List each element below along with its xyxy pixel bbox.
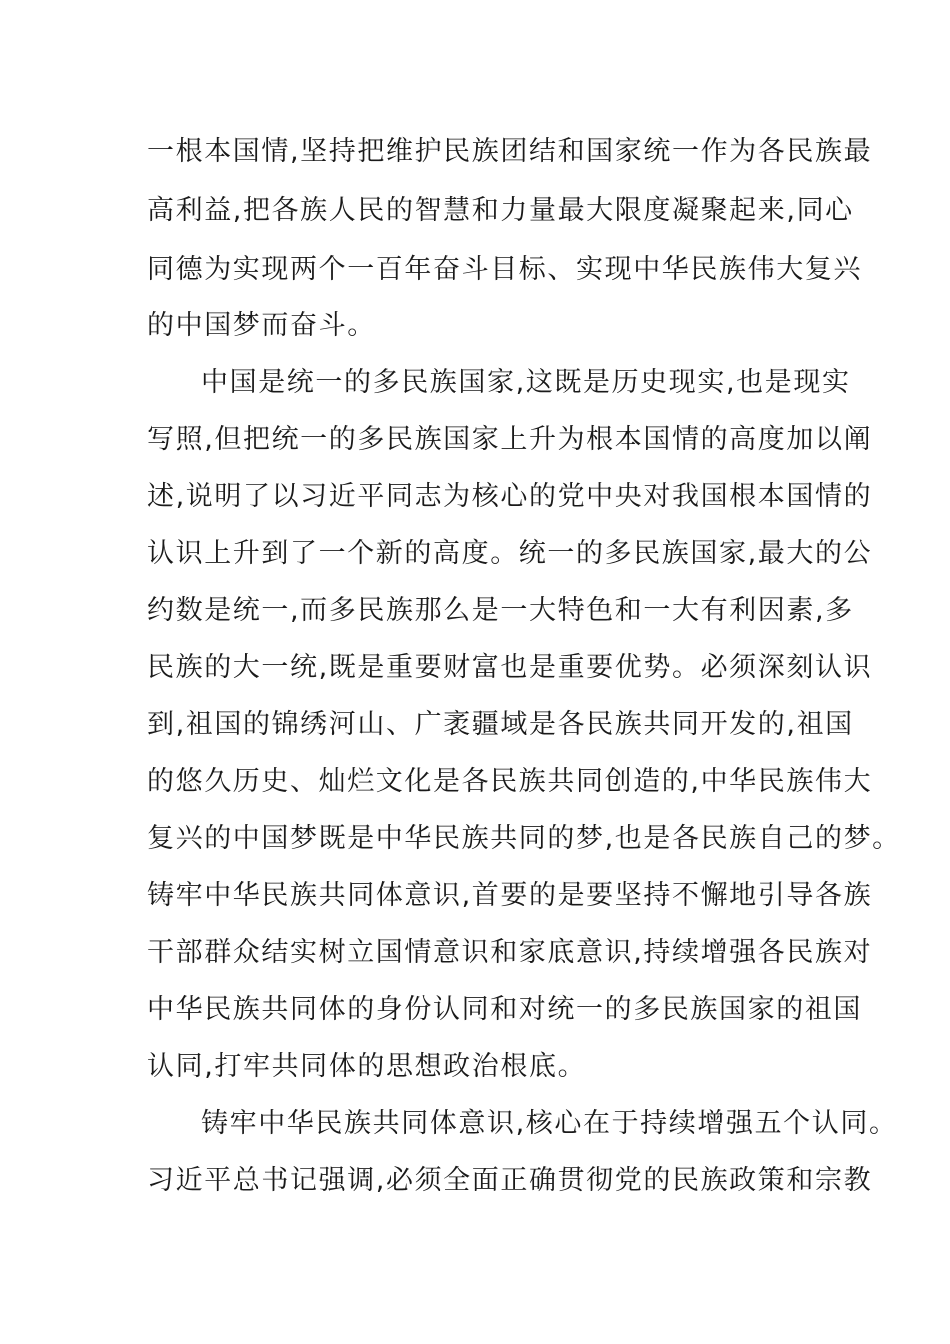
text-line: 写照,但把统一的多民族国家上升为根本国情的高度加以阐 <box>147 424 873 455</box>
text-line: 到,祖国的锦绣河山、广袤疆域是各民族共同开发的,祖国 <box>147 709 854 740</box>
paragraph-first-line: 中国是统一的多民族国家,这既是历史现实,也是现实 <box>201 367 851 398</box>
text-line: 一根本国情,坚持把维护民族团结和国家统一作为各民族最 <box>147 136 873 167</box>
text-line: 的悠久历史、灿烂文化是各民族共同创造的,中华民族伟大 <box>147 766 873 797</box>
text-line: 认同,打牢共同体的思想政治根底。 <box>147 1051 587 1082</box>
text-line: 复兴的中国梦既是中华民族共同的梦,也是各民族自己的梦。 <box>147 823 901 854</box>
text-line: 的中国梦而奋斗。 <box>147 310 376 341</box>
text-line: 认识上升到了一个新的高度。统一的多民族国家,最大的公 <box>147 538 873 569</box>
text-line: 中华民族共同体的身份认同和对统一的多民族国家的祖国 <box>147 994 862 1025</box>
text-line: 铸牢中华民族共同体意识,首要的是要坚持不懈地引导各族 <box>147 880 873 911</box>
text-line: 习近平总书记强调,必须全面正确贯彻党的民族政策和宗教 <box>147 1165 873 1196</box>
text-line: 述,说明了以习近平同志为核心的党中央对我国根本国情的 <box>147 481 873 512</box>
text-line: 同德为实现两个一百年奋斗目标、实现中华民族伟大复兴 <box>147 254 862 285</box>
paragraph-first-line: 铸牢中华民族共同体意识,核心在于持续增强五个认同。 <box>201 1108 898 1139</box>
text-line: 民族的大一统,既是重要财富也是重要优势。必须深刻认识 <box>147 652 873 683</box>
text-line: 高利益,把各族人民的智慧和力量最大限度凝聚起来,同心 <box>147 195 854 226</box>
text-line: 干部群众结实树立国情意识和家底意识,持续增强各民族对 <box>147 937 873 968</box>
text-line: 约数是统一,而多民族那么是一大特色和一大有利因素,多 <box>147 595 854 626</box>
